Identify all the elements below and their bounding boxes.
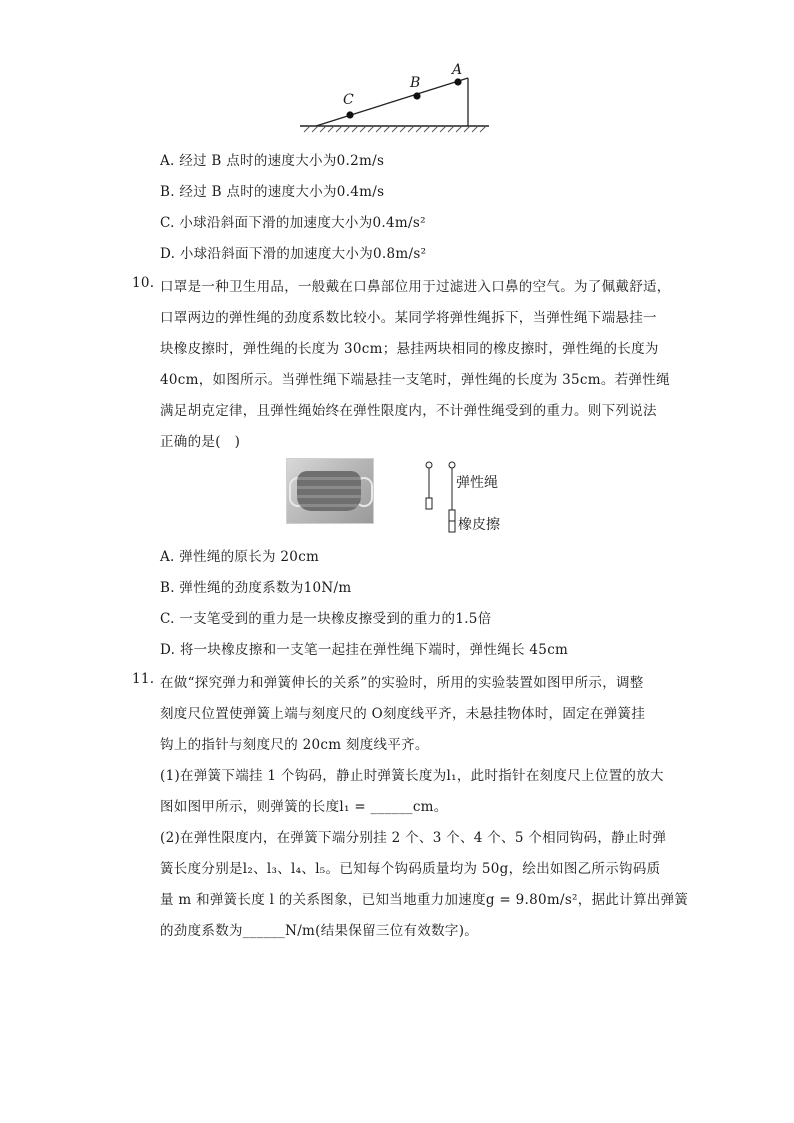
q11-line-2: 刻度尺位置使弹簧上端与刻度尺的 O刻度线平齐，未悬挂物体时，固定在弹簧挂 <box>160 706 646 722</box>
incline-figure <box>296 58 496 138</box>
q10-line-6: 正确的是( ) <box>160 434 241 450</box>
q11-sub1-line-2: 图如图甲所示，则弹簧的长度l₁ = ______cm。 <box>160 799 448 815</box>
ball-c <box>346 111 353 118</box>
q11-sub2-line-2: 簧长度分别是l₂、l₃、l₄、l₅。已知每个钩码质量均为 50g，绘出如图乙所示钩码质 <box>160 861 661 877</box>
q11-number: 11. <box>132 671 155 687</box>
q11-line-1: 在做“探究弹力和弹簧伸长的关系”的实验时，所用的实验装置如图甲所示，调整 <box>160 675 644 691</box>
q11-sub1-line-1: (1)在弹簧下端挂 1 个钩码，静止时弹簧长度为l₁，此时指针在刻度尺上位置的放大 <box>160 768 664 784</box>
q10-line-1: 口罩是一种卫生用品，一般戴在口鼻部位用于过滤进入口鼻的空气。为了佩戴舒适， <box>160 279 671 295</box>
q10-option-a: A. 弹性绳的原长为 20cm <box>160 549 320 565</box>
label-elastic-rope: 弹性绳 <box>456 475 498 491</box>
q10-option-b: B. 弹性绳的劲度系数为10N/m <box>160 580 352 596</box>
ball-b <box>413 92 420 99</box>
label-point-c: C <box>343 92 354 108</box>
q10-line-4: 40cm，如图所示。当弹性绳下端悬挂一支笔时，弹性绳的长度为 35cm。若弹性绳 <box>160 372 670 388</box>
label-eraser: 橡皮擦 <box>458 517 500 533</box>
label-point-a: A <box>452 62 463 78</box>
mask-photo <box>286 458 374 524</box>
q11-sub2-line-3: 量 m 和弹簧长度 l 的关系图象，已知当地重力加速度g = 9.80m/s²，据此计算出弹簧 <box>160 892 689 908</box>
ball-a <box>454 78 461 85</box>
q10-option-c: C. 一支笔受到的重力是一块橡皮擦受到的重力的1.5倍 <box>160 611 492 627</box>
q9-option-b: B. 经过 B 点时的速度大小为0.4m/s <box>160 184 385 200</box>
q11-line-3: 钩上的指针与刻度尺的 20cm 刻度线平齐。 <box>160 737 429 753</box>
q10-option-d: D. 将一块橡皮擦和一支笔一起挂在弹性绳下端时，弹性绳长 45cm <box>160 642 569 658</box>
q10-number: 10. <box>132 275 155 291</box>
q11-sub2-line-4: 的劲度系数为______N/m(结果保留三位有效数字)。 <box>160 923 479 939</box>
q9-option-a: A. 经过 B 点时的速度大小为0.2m/s <box>160 153 385 169</box>
label-point-b: B <box>410 75 421 91</box>
q9-option-c: C. 小球沿斜面下滑的加速度大小为0.4m/s² <box>160 215 426 231</box>
q10-line-2: 口罩两边的弹性绳的劲度系数比较小。某同学将弹性绳拆下，当弹性绳下端悬挂一 <box>160 310 657 326</box>
q10-line-3: 块橡皮擦时，弹性绳的长度为 30cm；悬挂两块相同的橡皮擦时，弹性绳的长度为 <box>160 341 659 357</box>
q10-line-5: 满足胡克定律，且弹性绳始终在弹性限度内，不计弹性绳受到的重力。则下列说法 <box>160 403 657 419</box>
q11-sub2-line-1: (2)在弹性限度内，在弹簧下端分别挂 2 个、3 个、4 个、5 个相同钩码，静止时弹 <box>160 830 667 846</box>
q9-option-d: D. 小球沿斜面下滑的加速度大小为0.8m/s² <box>160 246 427 262</box>
